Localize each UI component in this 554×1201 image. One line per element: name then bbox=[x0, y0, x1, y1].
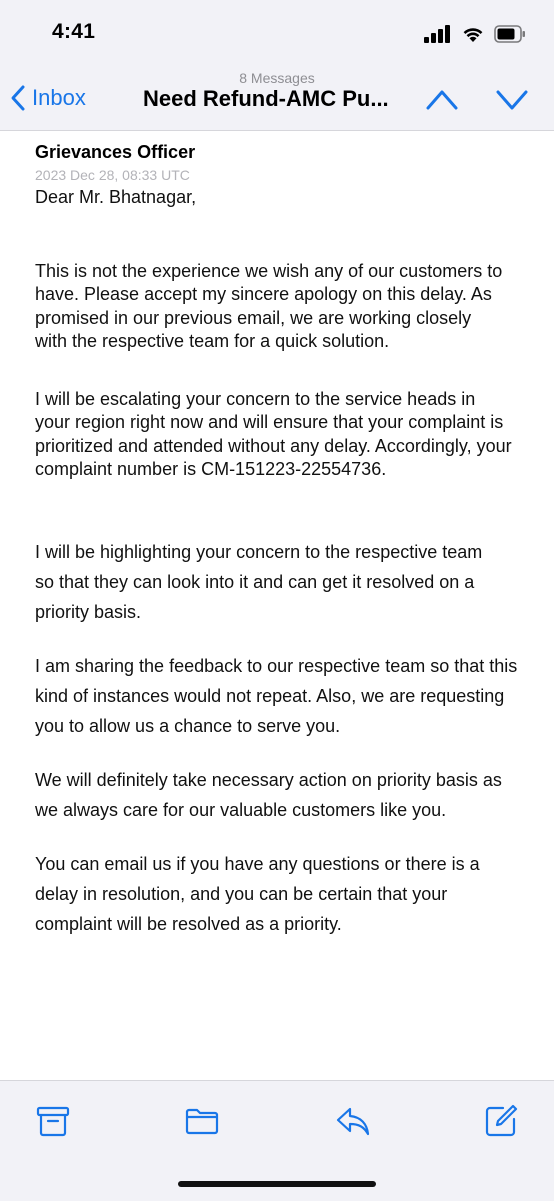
email-paragraph: I will be escalating your concern to the service heads in your region right now and will ensure that your complaint is prioritized and attended without any delay. Accordingly, your complaint number is CM-151223-22554736. bbox=[35, 388, 512, 479]
bottom-toolbar bbox=[0, 1080, 554, 1201]
back-to-inbox-button[interactable] bbox=[10, 81, 86, 115]
reply-icon[interactable] bbox=[335, 1103, 371, 1139]
wifi-icon bbox=[461, 25, 485, 43]
chevron-left-icon bbox=[10, 84, 26, 112]
compose-icon[interactable] bbox=[483, 1103, 519, 1139]
home-indicator bbox=[178, 1181, 376, 1187]
back-label: Inbox bbox=[32, 85, 86, 110]
email-paragraph: You can email us if you have any questions or there is a delay in resolution, and you can be certain that your complaint will be resolved as a priority. bbox=[35, 853, 480, 934]
email-body bbox=[35, 186, 535, 939]
status-bar bbox=[0, 0, 554, 68]
status-icons bbox=[424, 24, 526, 44]
navigation-bar bbox=[0, 68, 554, 131]
email-date: 2023 Dec 28, 08:33 UTC bbox=[35, 167, 190, 183]
email-content bbox=[35, 140, 535, 939]
folder-icon[interactable] bbox=[184, 1103, 220, 1139]
next-message-chevron-down-icon[interactable] bbox=[494, 84, 530, 114]
archive-icon[interactable] bbox=[35, 1103, 71, 1139]
battery-icon bbox=[494, 25, 526, 43]
message-count: 8 Messages bbox=[239, 70, 315, 86]
previous-message-chevron-up-icon[interactable] bbox=[424, 84, 460, 114]
email-paragraph: I will be highlighting your concern to the respective team so that they can look into it and can get it resolved on a priority basis. bbox=[35, 541, 483, 622]
status-time: 4:41 bbox=[52, 20, 96, 43]
email-paragraph: This is not the experience we wish any of our customers to have. Please accept my sincere apology on this delay. As promised in our previous email, we are working closely with the respective team for a quick solution. bbox=[35, 260, 503, 351]
email-subject-title: Need Refund-AMC Pu... bbox=[143, 86, 389, 111]
cellular-signal-icon bbox=[424, 25, 452, 43]
greeting: Dear Mr. Bhatnagar, bbox=[35, 187, 197, 207]
sender-name: Grievances Officer bbox=[35, 142, 196, 162]
email-paragraph: We will definitely take necessary action on priority basis as we always care for our valuable customers like you. bbox=[35, 769, 502, 820]
email-paragraph: I am sharing the feedback to our respective team so that this kind of instances would not repeat. Also, we are requesting you to allow us a chance to serve you. bbox=[35, 655, 518, 736]
